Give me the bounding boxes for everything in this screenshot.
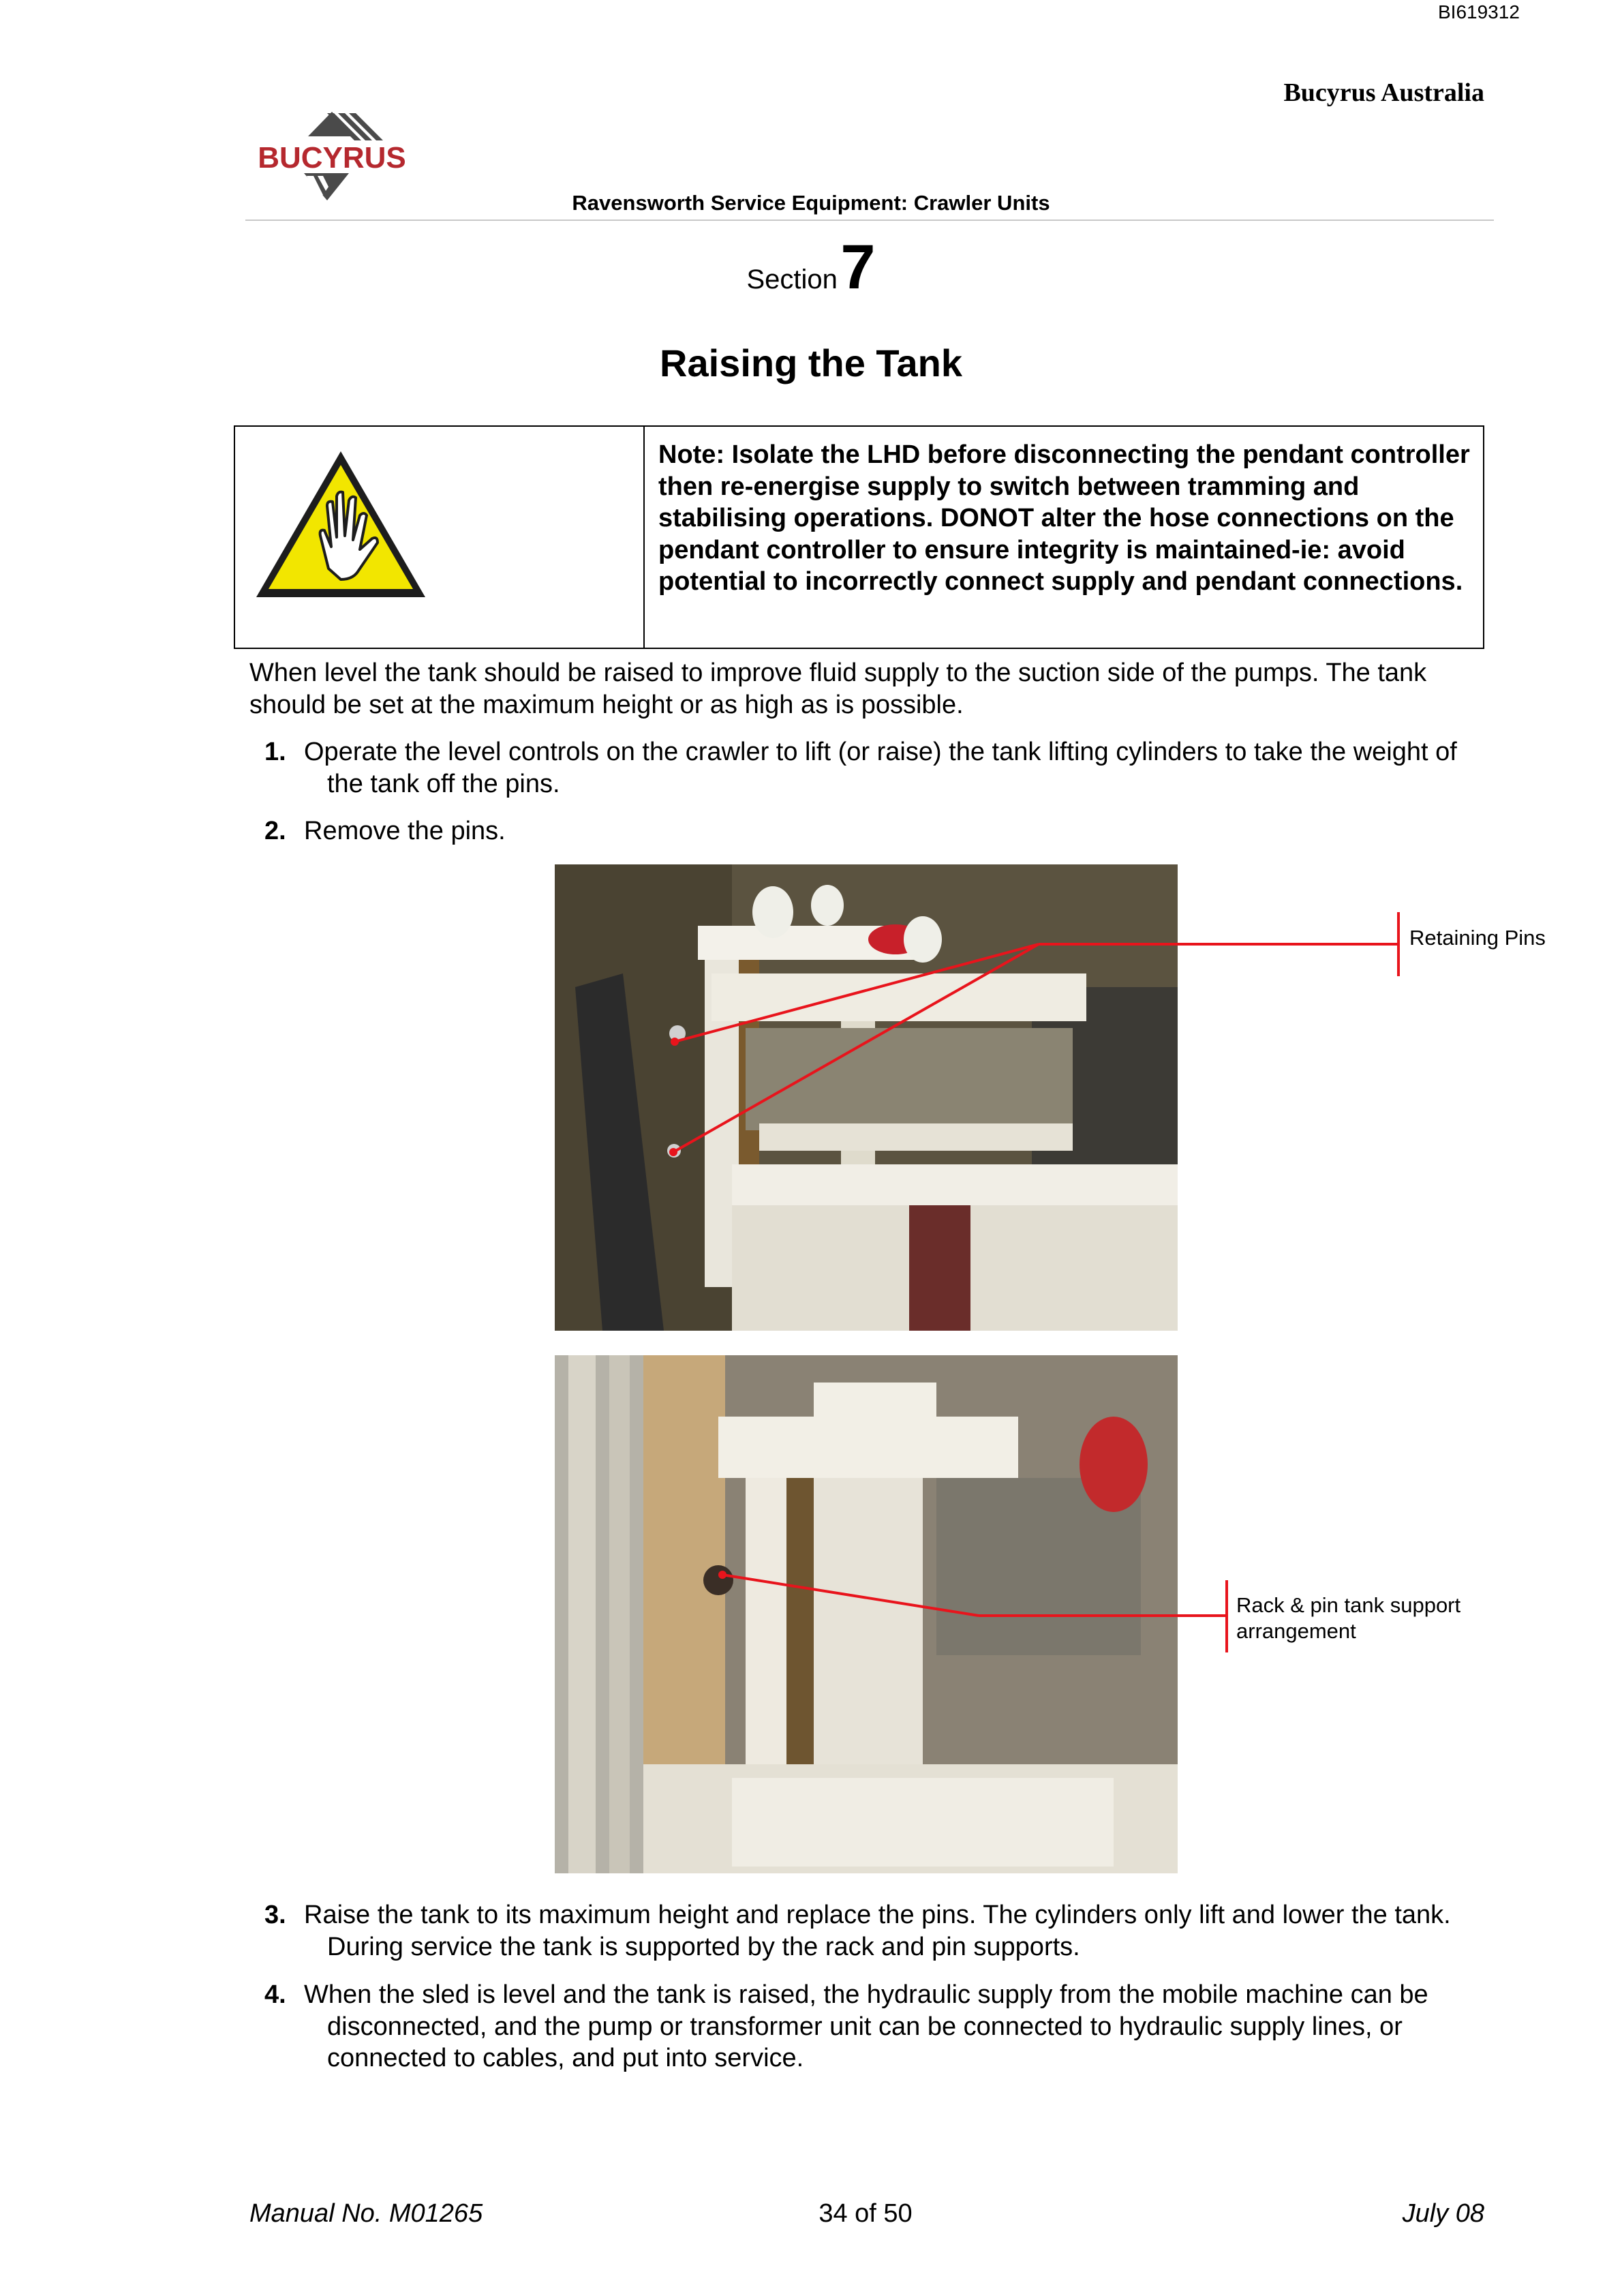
step-number: 1.: [264, 738, 286, 766]
step-text: When the sled is level and the tank is raised, the hydraulic supply from the mobile machine can be disconnected, and the pump or transformer unit can be connected to hydraulic supply lines, or connected to cables, and put into service.: [304, 1980, 1428, 2072]
footer-page-number: 34 of 50: [818, 2199, 913, 2228]
step-number: 4.: [264, 1980, 286, 2009]
step-text: Operate the level controls on the crawler to lift (or raise) the tank lifting cylinders to take the weight of the tank off the pins.: [304, 738, 1457, 798]
list-item: [249, 815, 1483, 847]
note-divider: [643, 425, 645, 649]
footer-date: July 08: [1402, 2199, 1484, 2228]
header-rule: [245, 220, 1494, 221]
warning-hand-icon: [252, 447, 429, 603]
section-number: 7: [840, 232, 876, 302]
intro-paragraph: When level the tank should be raised to improve fluid supply to the suction side of the pumps. The tank should be set at the maximum height or as high as is possible.: [249, 659, 1427, 719]
section-label: Section: [746, 265, 838, 294]
rack-pin-support-photo: [555, 1355, 1178, 1873]
step-text: Raise the tank to its maximum height and replace the pins. The cylinders only lift and lower the tank. During service the tank is supported by the rack and pin supports.: [304, 1901, 1451, 1961]
logo-text: BUCYRUS: [258, 141, 406, 175]
list-item: [249, 1899, 1483, 1963]
header-subtitle: Ravensworth Service Equipment: Crawler Units: [572, 191, 1050, 215]
page-title: Raising the Tank: [660, 342, 962, 384]
step-number: 2.: [264, 817, 286, 845]
footer-manual-number: Manual No. M01265: [249, 2199, 483, 2228]
company-name: Bucyrus Australia: [1283, 78, 1484, 107]
document-id: BI619312: [1438, 1, 1520, 22]
list-item: [249, 736, 1483, 800]
step-text: Remove the pins.: [304, 817, 506, 845]
retaining-pins-photo: [555, 864, 1178, 1331]
callout-retaining-pins: Retaining Pins: [1409, 926, 1546, 950]
step-number: 3.: [264, 1901, 286, 1929]
list-item: [249, 1979, 1483, 2074]
note-text: Note: Isolate the LHD before disconnecting the pendant controller then re-energise supply to switch between tramming and stabilising operations. DONOT alter the hose connections on the pendant controller to ensure integrity is maintained-ie: avoid potential to incorrectly connect supply and pendant connections.: [658, 440, 1470, 596]
section-heading: [0, 232, 1622, 302]
callout-rack-pin-support: Rack & pin tank support arrangement: [1236, 1593, 1461, 1643]
